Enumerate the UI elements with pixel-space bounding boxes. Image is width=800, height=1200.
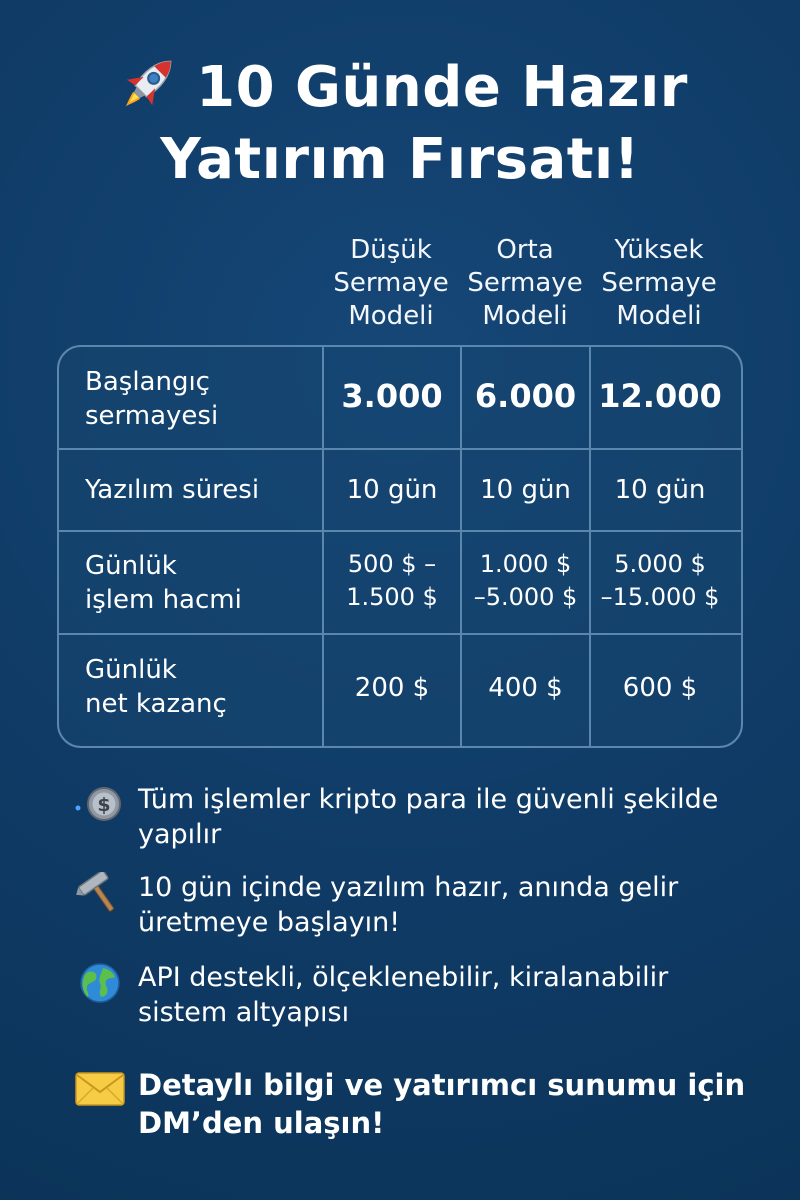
cell-line: –15.000 $ [600, 583, 720, 611]
rocket-icon [112, 48, 184, 120]
cell-line: 1.000 $ [479, 550, 572, 578]
bullet-line: Detaylı bilgi ve yatırımcı sunumu için [138, 1068, 746, 1102]
comparison-table [57, 345, 743, 748]
column-header-low [326, 234, 456, 333]
cell-volume-high [591, 548, 729, 614]
globe-icon [74, 962, 126, 1002]
bullet-crypto [74, 782, 718, 852]
bullet-api-text [138, 960, 668, 1030]
column-header-high-line2: Sermaye [601, 268, 717, 298]
bullet-line: üretmeye başlayın! [138, 907, 401, 938]
cell-profit-mid: 400 $ [488, 673, 563, 703]
row-label-line: sermayesi [85, 401, 219, 431]
envelope-icon [74, 1068, 126, 1108]
cell-duration-high: 10 gün [614, 475, 706, 505]
title-line-2: Yatırım Fırsatı! [160, 127, 640, 192]
cell-line: –5.000 $ [473, 583, 578, 611]
title-line-1 [0, 48, 800, 124]
row-label-line: işlem hacmi [85, 585, 242, 615]
bullet-ready-text [138, 870, 678, 940]
title-text-1: 10 Günde Hazır [196, 55, 688, 120]
bullet-line: Tüm işlemler kripto para ile güvenli şekilde [138, 784, 719, 815]
cell-duration-mid: 10 gün [480, 475, 571, 505]
cell-duration-low: 10 gün [346, 475, 438, 505]
column-header-mid [460, 234, 590, 333]
table-divider [59, 448, 741, 450]
row-label-line: Günlük [85, 655, 177, 685]
row-label-line: net kazanç [85, 689, 227, 719]
svg-text:$: $ [97, 794, 111, 816]
dollar-coin-icon [74, 784, 126, 824]
cell-starting-capital-high: 12.000 [598, 377, 722, 415]
cell-line: 1.500 $ [346, 583, 438, 611]
column-header-mid-line1: Orta [496, 235, 554, 265]
table-divider [59, 633, 741, 635]
cell-line: 500 $ – [347, 550, 437, 578]
title-block [0, 48, 800, 196]
column-header-high-line3: Modeli [616, 301, 702, 331]
bullet-line: DM’den ulaşın! [138, 1106, 385, 1140]
bullet-line: yapılır [138, 819, 222, 850]
cell-profit-high: 600 $ [622, 673, 698, 703]
row-label-software-duration [85, 473, 315, 507]
row-label-line: Yazılım süresi [85, 475, 260, 505]
row-label-starting-capital [85, 365, 315, 433]
row-label-line: Günlük [85, 551, 177, 581]
bullet-ready [74, 870, 678, 940]
hammer-icon [74, 872, 126, 912]
bullet-line: API destekli, ölçeklenebilir, kiralanabilir [138, 962, 669, 993]
column-header-low-line1: Düşük [350, 235, 432, 265]
row-label-daily-net-profit [85, 653, 315, 721]
bullet-contact-text [138, 1066, 745, 1142]
table-divider [59, 530, 741, 532]
bullet-line: sistem altyapısı [138, 997, 350, 1028]
cell-line: 5.000 $ [614, 550, 706, 578]
cell-profit-low: 200 $ [354, 673, 430, 703]
column-header-mid-line2: Sermaye [467, 268, 583, 298]
cell-starting-capital-mid: 6.000 [474, 377, 577, 415]
bullet-crypto-text [138, 782, 718, 852]
row-label-line: Başlangıç [85, 367, 210, 397]
column-header-low-line2: Sermaye [333, 268, 449, 298]
cell-volume-low [324, 548, 460, 614]
column-header-mid-line3: Modeli [482, 301, 568, 331]
cell-volume-mid [462, 548, 589, 614]
column-header-high [594, 234, 724, 333]
row-label-daily-volume [85, 549, 315, 617]
column-header-low-line3: Modeli [348, 301, 434, 331]
bullet-contact [74, 1066, 745, 1142]
bullet-api [74, 960, 668, 1030]
bullet-line: 10 gün içinde yazılım hazır, anında gelir [138, 872, 679, 903]
column-header-high-line1: Yüksek [614, 235, 704, 265]
cell-starting-capital-low: 3.000 [341, 377, 443, 415]
